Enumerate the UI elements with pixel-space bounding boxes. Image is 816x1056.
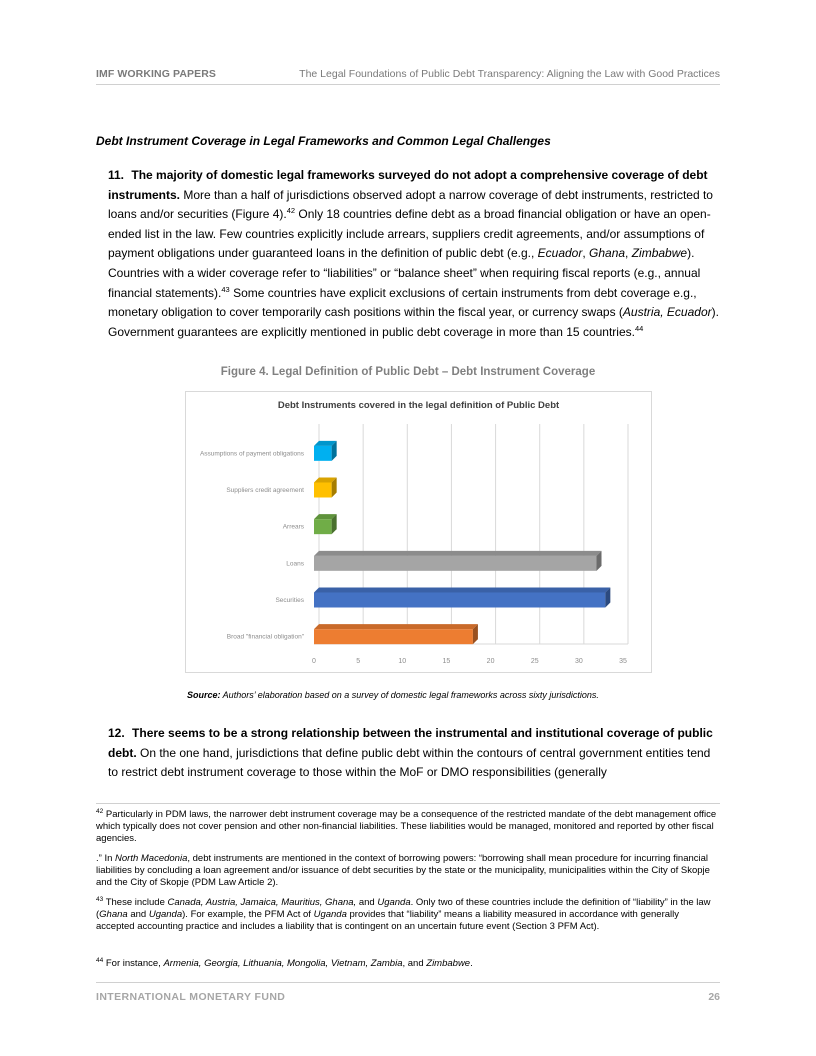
footnote-number: 42: [96, 807, 104, 815]
footnote-43: [96, 897, 720, 933]
country-list: Canada, Austria, Jamaica, Mauritius, Ghana,: [167, 897, 357, 908]
bar-top-face: [314, 588, 610, 593]
category-label: Assumptions of payment obligations: [199, 450, 304, 458]
bar: [314, 483, 332, 498]
section-heading: Debt Instrument Coverage in Legal Frameworks and Common Legal Challenges: [96, 134, 551, 148]
bar: [314, 446, 332, 461]
paragraph-text: On the one hand, jurisdictions that define public debt within the contours of central government entities tend to restrict debt instrument coverage to those within the MoF or DMO responsibilities (generally: [108, 745, 711, 780]
category-label: Broad "financial obligation": [226, 633, 304, 641]
country-name: Austria, Ecuador: [622, 305, 712, 320]
x-tick-label: 0: [312, 658, 316, 665]
category-label: Securities: [275, 597, 304, 604]
country-name: Ecuador: [537, 246, 583, 261]
header-divider: [96, 84, 720, 85]
page-number: 26: [708, 991, 720, 1003]
footer-organization: INTERNATIONAL MONETARY FUND: [96, 991, 286, 1003]
footnote-text: , debt instruments are mentioned in the context of borrowing powers: “borrowing shall mean procedure for incurring financial liabilities by concluding a loan agreement and/or issuance of debt securities by the state or the municipality, municipalities within the City of Skopje and the City of Skopje (PDM Law Article 2).: [96, 853, 710, 888]
footnote-ref[interactable]: 43: [221, 284, 230, 294]
footnote-text: and: [127, 909, 149, 920]
category-label: Loans: [286, 560, 304, 568]
footnote-number: 44: [96, 956, 104, 964]
bar-top-face: [314, 551, 602, 556]
paragraph-text: More than a half of jurisdictions observed adopt a narrow coverage of debt instruments, restricted to loans and/or securities (Figure 4).: [108, 187, 713, 222]
source-text: Authors’ elaboration based on a survey of domestic legal frameworks across sixty jurisdictions.: [220, 690, 599, 700]
footnote-text: provides that “liability” means a liability measured in accordance with generally accepted accounting practice and includes a liability that is contingent on an uncertain future event (Section 3 PFM Act).: [96, 909, 680, 932]
bar-chart: [185, 391, 652, 673]
bar: [314, 519, 332, 534]
paragraph-lead-sentence: There seems to be a strong relationship between the instrumental and institutional coverage of public debt.: [108, 726, 713, 760]
footnote-44: [96, 958, 720, 970]
x-tick-label: 10: [398, 658, 407, 665]
separator: ,: [625, 246, 632, 261]
paragraph-text: Some countries have explicit exclusions of certain instruments from debt coverage e.g., monetary obligation to cover temporarily cash positions within the fiscal year, or currency swaps (: [108, 285, 697, 320]
country-name: Uganda: [148, 909, 183, 920]
x-tick-label: 5: [356, 658, 361, 665]
country-name: Uganda: [377, 897, 411, 908]
x-tick-label: 15: [442, 658, 451, 665]
footer-divider: [96, 982, 720, 983]
country-name: North Macedonia: [115, 853, 188, 864]
paragraph-12: [108, 724, 720, 783]
paragraph-text: Only 18 countries define debt as a broad financial obligation or have an open-ended list in the law. Few countries explicitly include arrears, suppliers credit agreements, and/or assumptions of payment obligations under guaranteed loans in the definition of public debt (e.g.,: [108, 207, 711, 261]
footnote-text: For instance,: [103, 958, 164, 969]
footnote-text: .” In: [96, 853, 116, 864]
footnote-text: , and: [402, 958, 427, 969]
footnote-number: 43: [96, 895, 104, 903]
paragraph-text: ). Government guarantees are explicitly mentioned in public debt coverage in more than 15 countries.: [108, 305, 719, 339]
separator: ,: [582, 246, 590, 261]
x-tick-label: 20: [486, 658, 495, 665]
running-header-title: The Legal Foundations of Public Debt Transparency: Aligning the Law with Good Practices: [299, 68, 720, 80]
paragraph-lead-sentence: The majority of domestic legal frameworks surveyed do not adopt a comprehensive coverage of debt instruments.: [108, 168, 708, 202]
category-label: Suppliers credit agreement: [226, 487, 304, 494]
bar: [314, 629, 473, 644]
footnote-text: . Only two of these countries include the definition of “liability” in the law (: [96, 897, 711, 920]
country-name: Uganda: [313, 909, 347, 920]
bar: [314, 556, 597, 571]
footnote-text: ). For example, the PFM Act of: [182, 909, 314, 920]
country-name: Zimbabwe: [426, 958, 471, 969]
country-name: Ghana: [589, 246, 626, 261]
footnote-text: Particularly in PDM laws, the narrower debt instrument coverage may be a consequence of the restricted mandate of the debt management office which typically does not cover pension and other non-financial liabilities. These liabilities would be managed, monitored and reported by other fiscal agencies.: [96, 809, 717, 844]
category-label: Arrears: [282, 523, 304, 531]
figure-title: Figure 4. Legal Definition of Public Debt – Debt Instrument Coverage: [220, 366, 596, 378]
chart-title: Debt Instruments covered in the legal definition of Public Debt: [277, 400, 560, 411]
footnote-42: [96, 809, 720, 845]
x-tick-label: 25: [530, 658, 539, 665]
source-label: Source:: [187, 690, 221, 700]
x-tick-label: 30: [574, 658, 583, 665]
figure-source: [187, 689, 607, 701]
country-name: Zimbabwe: [631, 246, 688, 261]
footnote-ref[interactable]: 42: [286, 206, 296, 216]
paragraph-number: 11.: [108, 168, 125, 182]
footnote-text: and: [356, 897, 378, 908]
paragraph-11: [108, 166, 720, 342]
bar: [314, 593, 605, 608]
running-header-series: IMF WORKING PAPERS: [96, 68, 217, 80]
bar-top-face: [314, 624, 478, 629]
footnote-text: These include: [103, 897, 168, 908]
footnote-text: .: [470, 958, 473, 969]
x-tick-label: 35: [619, 658, 627, 665]
paragraph-text: ). Countries with a wider coverage refer to “liabilities” or “balance sheet” when requiring fiscal reports (e.g., annual financial statements).: [108, 246, 701, 300]
country-list: Armenia, Georgia, Lithuania, Mongolia, Vietnam, Zambia: [163, 958, 403, 969]
footnote-continuation: [96, 853, 720, 889]
country-name: Ghana: [99, 909, 128, 920]
paragraph-number: 12.: [108, 726, 125, 740]
footnote-ref[interactable]: 44: [634, 323, 644, 333]
footnote-divider: [96, 803, 720, 804]
